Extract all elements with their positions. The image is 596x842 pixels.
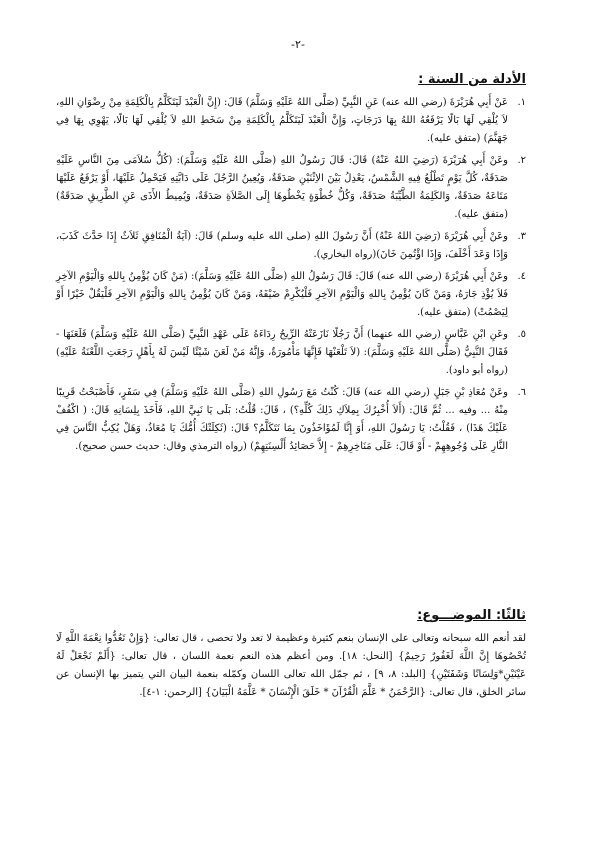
hadith-number: ٥. <box>517 329 526 340</box>
heading-topic: ثالثًا: الموضـــوع: <box>417 608 526 623</box>
hadith-number: ٣. <box>517 231 526 242</box>
topic-paragraph: لقد أنعم الله سبحانه وتعالى على الإنسان بنعم كثيرة وعظيمة لا تعد ولا تحصى ، قال تعالى: {وَإِنْ تَعُدُّوا نِعْمَةَ اللَّهِ لَا تُحْصُوهَا إِنَّ اللَّهَ لَغَفُورٌ رَحِيمٌ} [النحل: ١٨]. ومن أعظم هذه النعم نعمة اللسان ، قال تعالى: {أَلَمْ نَجْعَلْ لَهُ عَيْنَيْنِ*وَلِسَانًا وَشَفَتَيْنِ} [البلد: ٨، ٩] ، ثم جمّل الله تعالى اللسان وكمّله بنعمة البيان التي يتميز بها الإنسان عن سائر الخلق، قال تعالى: {الرَّحْمَنُ * عَلَّمَ الْقُرْآنَ * خَلَقَ الْإِنْسَانَ * عَلَّمَهُ الْبَيَانَ} [الرحمن: ١-٤]. <box>56 633 526 698</box>
hadith-number: ٢. <box>517 155 526 166</box>
hadith-item <box>56 152 526 224</box>
hadith-text: عَنْ أَبِي هُرَيْرَةَ (رضي الله عنه) عَنِ النَّبِيِّ (صَلَّى اللهُ عَلَيْهِ وَسَلَّمَ) قَالَ: (إِنَّ الْعَبْدَ لَيَتَكَلَّمُ بِالْكَلِمَةِ مِنْ رِضْوَانِ اللهِ، لاَ يُلْقِي لَهَا بَالًا يَرْفَعُهُ اللهُ بِهَا دَرَجَاتٍ، وَإِنَّ الْعَبْدَ لَيَتَكَلَّمُ بِالْكَلِمَةِ مِنْ سَخَطِ اللهِ لاَ يُلْقِي لَهَا بَالًا، يَهْوِي بِهَا فِي جَهَنَّمَ) (متفق عليه). <box>56 97 508 144</box>
page-number: -٢- <box>291 38 305 51</box>
hadith-text: وعَنْ أَبِي هُرَيْرَةَ (رَضِيَ اللهُ عَنْهُ) قَالَ: قَالَ رَسُولُ اللهِ (صَلَّى اللهُ عَلَيْهِ وَسَلَّمَ): (كُلُّ سُلاَمَى مِنَ النَّاسِ عَلَيْهِ صَدَقَةٌ، كُلَّ يَوْمٍ تَطْلُعُ فِيهِ الشَّمْسُ، يَعْدِلُ بَيْنَ الاِثْنَيْنِ صَدَقَةٌ، وَيُعِينُ الرَّجُلَ عَلَى دَابَّتِهِ فَيَحْمِلُ عَلَيْهَا، أَوْ يَرْفَعُ عَلَيْهَا مَتَاعَهُ صَدَقَةٌ، وَالكَلِمَةُ الطَّيِّبَةُ صَدَقَةٌ، وَكُلُّ خُطْوَةٍ يَخْطُوهَا إِلَى الصَّلاَةِ صَدَقَةٌ، وَيُمِيطُ الأَذَى عَنِ الطَّرِيقِ صَدَقَةٌ) (متفق عليه). <box>56 155 508 220</box>
hadith-item <box>56 326 526 380</box>
hadith-number: ٤. <box>517 271 526 282</box>
hadith-text: وعَنْ أَبِي هُرَيْرَةَ (رضي الله عنه) قَالَ: قَالَ رَسُولُ اللهِ (صَلَّى اللهُ عَلَيْهِ وَسَلَّمَ): (مَنْ كَانَ يُؤْمِنُ بِاللهِ وَالْيَوْمِ الآخِرِ فَلاَ يُؤْذِ جَارَهُ، وَمَنْ كَانَ يُؤْمِنُ بِاللهِ وَالْيَوْمِ الآخِرِ فَلْيُكْرِمْ ضَيْفَهُ، وَمَنْ كَانَ يُؤْمِنُ بِاللهِ وَالْيَوْمِ الآخِرِ فَلْيَقُلْ خَيْرًا أَوْ لِيَصْمُتْ) (متفق عليه). <box>56 271 508 318</box>
hadith-item <box>56 228 526 264</box>
hadith-number: ٦. <box>517 387 526 398</box>
heading-evidence-from-sunnah: الأدلة من السنة : <box>418 72 526 87</box>
hadith-list <box>56 94 526 460</box>
hadith-item <box>56 384 526 456</box>
hadith-text: وعَنْ مُعَاذِ بْنِ جَبَلٍ (رضي الله عنه) قَالَ: كُنْتُ مَعَ رَسُولِ اللهِ (صَلَّى اللهُ عَلَيْهِ وَسَلَّمَ) فِي سَفَرٍ، فَأَصْبَحْتُ قَرِيبًا مِنْهُ ... وفيه ... ثُمَّ قَالَ: (أَلاَ أُخْبِرُكَ بِمِلاَكِ ذَلِكَ كُلِّهِ؟) ، قَالَ: قُلْتُ: بَلَى يَا نَبِيَّ اللهِ، فَأَخَذَ بِلِسَانِهِ قَالَ: ( اكْفُفْ عَلَيْكَ هَذَا) ، فَقُلْتُ: يَا رَسُولَ اللهِ، أَوَ إِنَّا لَمُؤَاخَذُونَ بِمَا نَتَكَلَّمُ؟ قَالَ: (ثَكِلَتْكَ أُمُّكَ يَا مُعَاذُ، وَهَلْ يُكِبُّ النَّاسَ فِي النَّارِ عَلَى وُجُوهِهِمْ - أَوْ قَالَ: عَلَى مَنَاخِرِهِمْ - إِلاَّ حَصَائِدُ أَلْسِنَتِهِمْ) (رواه الترمذي وقال: حديث حسن صحيح). <box>56 387 508 452</box>
hadith-item <box>56 268 526 322</box>
hadith-item <box>56 94 526 148</box>
hadith-number: ١. <box>517 97 526 108</box>
hadith-text: وعَنِ ابْنِ عَبَّاسٍ (رضي الله عنهما) أَنَّ رَجُلًا نَازَعَتْهُ الرِّيحُ رِدَاءَهُ عَلَى عَهْدِ النَّبِيِّ (صَلَّى اللهُ عَلَيْهِ وَسَلَّمَ) فَلَعَنَهَا - فَقَالَ النَّبِيُّ (صَلَّى اللهُ عَلَيْهِ وَسَلَّمَ): (لاَ تَلْعَنْهَا فَإِنَّهَا مَأْمُورَةٌ، وَإِنَّهُ مَنْ لَعَنَ شَيْئًا لَيْسَ لَهُ بِأَهْلٍ رَجَعَتِ اللَّعْنَةُ عَلَيْهِ) (رواه أبو داود). <box>56 329 508 376</box>
hadith-text: وعَنْ أَبِي هُرَيْرَةَ (رَضِيَ اللهُ عَنْهُ) أَنَّ رَسُولَ اللهِ (صلى الله عليه وسلم) قَالَ: (آيَةُ الْمُنَافِقِ ثَلاَثٌ إِذَا حَدَّثَ كَذَبَ، وَإِذَا وَعَدَ أَخْلَفَ، وَإِذَا اؤْتُمِنَ خَانَ)(رواه البخاري). <box>56 231 508 260</box>
